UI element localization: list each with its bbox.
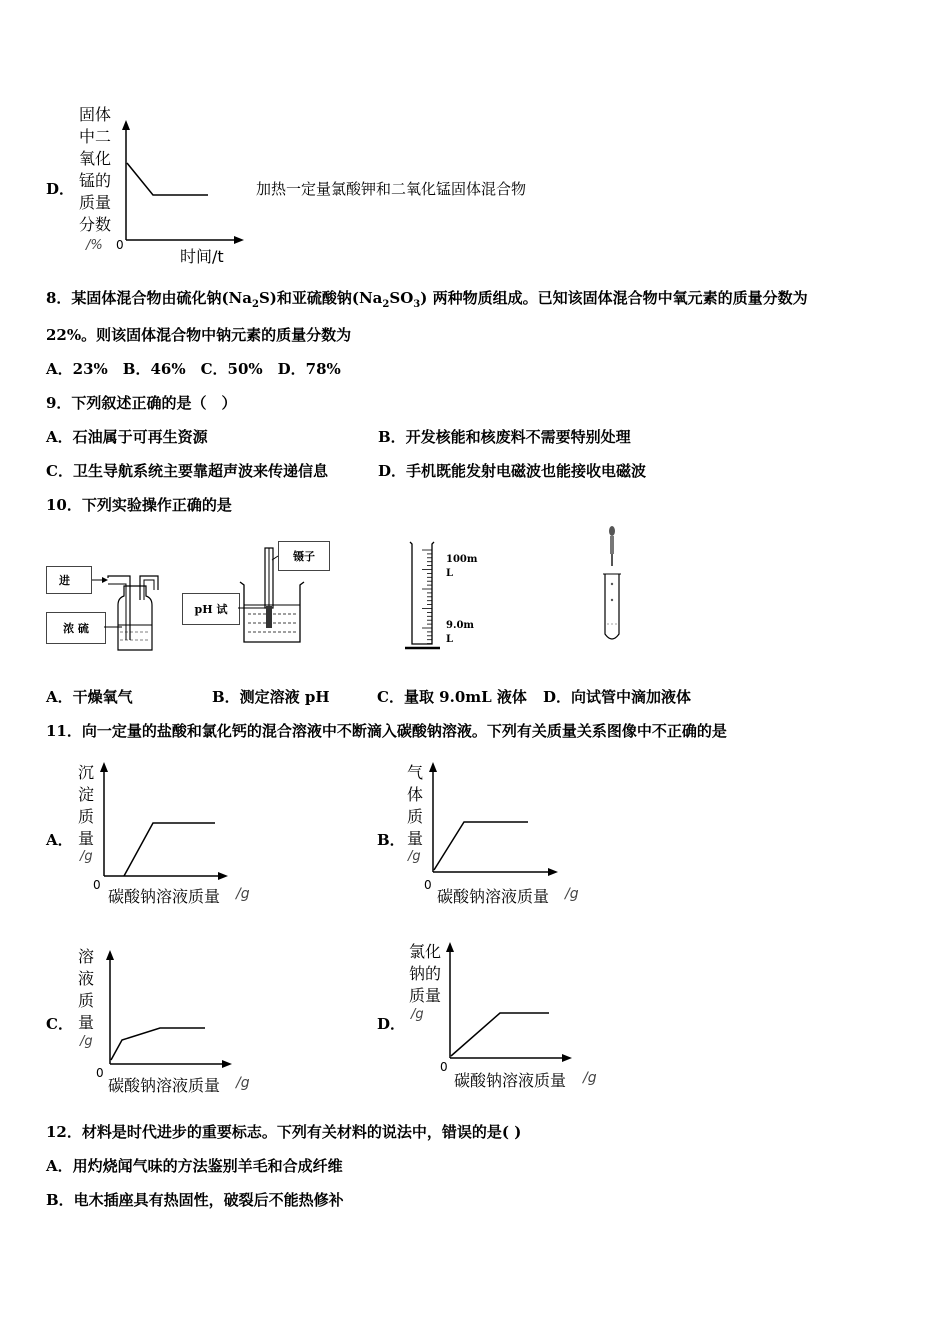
option-label: D． xyxy=(377,1015,406,1033)
option-description: 加热一定量氯酸钾和二氧化锰固体混合物 xyxy=(256,180,527,198)
q9-option-b: B．开发核能和核废料不需要特别处理 xyxy=(378,428,631,446)
q9-option-a: A．石油属于可再生资源 xyxy=(46,428,208,446)
data-line xyxy=(451,1013,549,1056)
label-9ml: 9.0m xyxy=(446,620,474,631)
origin-label: 0 xyxy=(93,878,101,892)
x-unit: /g xyxy=(583,1070,597,1086)
origin-label: 0 xyxy=(424,878,432,892)
label-9ml-unit: L xyxy=(446,634,454,645)
origin-label: 0 xyxy=(96,1066,104,1080)
label-100ml: 100m xyxy=(446,554,478,565)
q11-stem: 11．向一定量的盐酸和氯化钙的混合溶液中不断滴入碳酸钠溶液。下列有关质量关系图像中不正确的是 xyxy=(46,722,727,740)
label-tweezers: 镊子 xyxy=(278,541,330,571)
y-axis-label: 溶 液 质 量 xyxy=(78,947,95,1032)
x-unit: /g xyxy=(236,886,250,902)
y-axis-label: 氯化 钠的 质量 xyxy=(409,942,442,1005)
q10-option-d: D．向试管中滴加液体 xyxy=(543,688,692,706)
q12-option-b: B．电木插座具有热固性，破裂后不能热修补 xyxy=(46,1191,344,1209)
q12-stem: 12．材料是时代进步的重要标志。下列有关材料的说法中，错误的是( ) xyxy=(46,1123,522,1141)
x-unit: /g xyxy=(236,1075,250,1091)
x-axis-label: 碳酸钠溶液质量 xyxy=(108,887,221,906)
y-unit: /g xyxy=(80,849,93,864)
q10-option-a: A．干燥氧气 xyxy=(46,688,133,706)
origin-label: 0 xyxy=(116,238,124,252)
x-axis-label: 碳酸钠溶液质量 xyxy=(454,1071,567,1090)
option-label: A． xyxy=(46,831,73,849)
option-label: D． xyxy=(46,180,75,198)
q10-option-b: B．测定溶液 pH xyxy=(212,688,330,706)
option-label: B． xyxy=(377,831,405,849)
origin-label: 0 xyxy=(440,1060,448,1074)
x-axis-label: 碳酸钠溶液质量 xyxy=(108,1076,221,1095)
y-unit: /% xyxy=(86,238,103,253)
q8-stem-line1: 8．某固体混合物由硫化钠$(Na_2S)$和亚硫酸钠$(Na_2SO_3)$ 两种物质组成。已知该固体混合物中氧元素的质量分数为 xyxy=(46,289,808,310)
q8-stem-line2: 22%。则该固体混合物中钠元素的质量分数为 xyxy=(46,326,352,344)
q10-option-c: C．量取 9.0mL 液体 xyxy=(377,688,527,706)
label-ph-paper: pH 试 xyxy=(182,593,240,625)
y-unit: /g xyxy=(411,1007,424,1022)
q10-stem: 10．下列实验操作正确的是 xyxy=(46,496,232,514)
x-axis-label: 时间/t xyxy=(180,247,224,266)
label-100ml-unit: L xyxy=(446,568,454,579)
y-unit: /g xyxy=(408,849,421,864)
option-label: C． xyxy=(46,1015,73,1033)
x-unit: /g xyxy=(565,886,579,902)
q9-stem: 9．下列叙述正确的是（ ） xyxy=(46,394,237,412)
q9-option-c: C．卫生导航系统主要靠超声波来传递信息 xyxy=(46,462,328,480)
q9-option-d: D．手机既能发射电磁波也能接收电磁波 xyxy=(378,462,647,480)
y-unit: /g xyxy=(80,1034,93,1049)
q12-option-a: A．用灼烧闻气味的方法鉴别羊毛和合成纤维 xyxy=(46,1157,343,1175)
q8-options: A．23% B．46% C．50% D．78% xyxy=(46,360,341,378)
label-acid: 浓 硫 xyxy=(46,612,106,644)
y-axis-label: 气 体 质 量 xyxy=(407,763,424,848)
y-axis-label: 沉 淀 质 量 xyxy=(78,763,95,848)
y-axis-label: 固体 中二 氧化 锰的 质量 分数 xyxy=(79,105,112,234)
x-axis-label: 碳酸钠溶液质量 xyxy=(437,887,550,906)
label-in: 进 xyxy=(46,566,92,594)
